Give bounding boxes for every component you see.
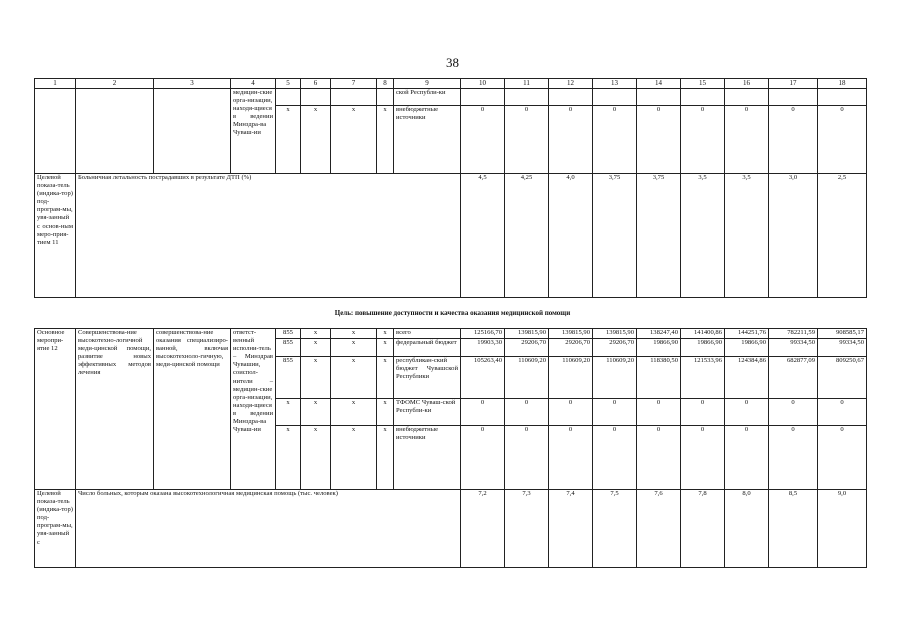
header-cell: 10	[461, 79, 505, 89]
header-cell: 16	[725, 79, 769, 89]
responsible-cell: ответст-венный исполни-тель – Минздрав Чувашии, соиспол-нители – медицин-ские орга-низации, находя-щиеся в ведении Минздра-ва Чуваш-ии	[231, 329, 276, 490]
goal-heading: Цель: повышение доступности и качества оказания медицинской помощи	[334, 309, 571, 317]
header-cell: 15	[681, 79, 725, 89]
header-cell: 17	[769, 79, 818, 89]
event-label: Основное меропри-ятие 12	[35, 329, 76, 490]
table-row: x x x x внебюджетные источники 0 0 0 0 0 0 0 0 0	[35, 106, 867, 174]
header-cell: 12	[549, 79, 593, 89]
header-cell: 11	[505, 79, 549, 89]
table-row: 855 x x x республикан-ский бюджет Чувашской Республики 105263,40 110609,20 110609,20 110609,20 118380,50 121533,96 124384,86 682877,09 809250,67	[35, 357, 867, 399]
budget-table-part2	[34, 328, 867, 568]
source-cell: всего	[394, 329, 461, 339]
page-number: 38	[446, 55, 459, 70]
header-cell: 1	[35, 79, 76, 89]
indicator-row: Целевой показа-тель (индика-тор) под-програм-мы, увя-занный с основ-ным меро-прия-тием 11 Больничная летальность пострадавших в результате ДТП (%) 4,5 4,25 4,0 3,75 3,75 3,5 3,5 3,0 2,5	[35, 174, 867, 298]
header-cell: 4	[231, 79, 276, 89]
header-cell: 8	[377, 79, 394, 89]
indicator-label: Целевой показа-тель (индика-тор) под-програм-мы, увя-занный с	[35, 490, 76, 568]
table-row: 855 x x x федеральный бюджет 19903,30 29206,70 29206,70 29206,70 19866,90 19866,90 19866,90 99334,50 99334,50	[35, 339, 867, 357]
source-cell: республикан-ский бюджет Чувашской Республики	[394, 357, 461, 399]
source-cell: внебюджетные источники	[394, 106, 461, 174]
header-cell: 7	[331, 79, 377, 89]
table-row: x x x x внебюджетные источники 0 0 0 0 0 0 0 0 0	[35, 426, 867, 490]
column-number-row	[35, 79, 867, 89]
indicator-text: Больничная летальность пострадавших в результате ДТП (%)	[76, 174, 461, 298]
table-row: x x x x ТФОМС Чуваш-ской Республи-ки 0 0 0 0 0 0 0 0 0	[35, 399, 867, 426]
table-row: Основное меропри-ятие 12 Совершенствова-ние высокотехно-логичной меди-цинской помощи, развитие новых эффективных методов лечения совершенствова-ние оказания специализиро-ванной, включая высокотехноло-гичную, меди-цинской помощи ответст-венный исполни-тель – Минздрав Чувашии, соиспол-нители – медицин-ские орга-низации, находя-щиеся в ведении Минздра-ва Чуваш-ии 855 x x x всего 125166,70 139815,90 139815,90 139815,90 138247,40 141400,86 144251,76 782211,59 908585,17	[35, 329, 867, 339]
source-cell: федеральный бюджет	[394, 339, 461, 357]
event-description: совершенствова-ние оказания специализиро-ванной, включая высокотехноло-гичную, меди-цинской помощи	[154, 329, 231, 490]
table-row	[35, 89, 867, 106]
responsible-cell: медицин-ские орга-низации, находя-щиеся в ведении Минздра-ва Чуваш-ии	[231, 89, 276, 174]
indicator-label: Целевой показа-тель (индика-тор) под-програм-мы, увя-занный с основ-ным меро-прия-тием 11	[35, 174, 76, 298]
indicator-text: Число больных, которым оказана высокотехнологичная медицинская помощь (тыс. человек)	[76, 490, 461, 568]
header-cell: 6	[301, 79, 331, 89]
header-cell: 3	[154, 79, 231, 89]
source-cell: ТФОМС Чуваш-ской Республи-ки	[394, 399, 461, 426]
event-title: Совершенствова-ние высокотехно-логичной меди-цинской помощи, развитие новых эффективных методов лечения	[76, 329, 154, 490]
budget-table-part1	[34, 78, 867, 298]
header-cell: 14	[637, 79, 681, 89]
header-cell: 5	[276, 79, 301, 89]
header-cell: 9	[394, 79, 461, 89]
header-cell: 2	[76, 79, 154, 89]
source-cell: внебюджетные источники	[394, 426, 461, 490]
header-cell: 13	[593, 79, 637, 89]
header-cell: 18	[818, 79, 867, 89]
source-cell: ской Республи-ки	[394, 89, 461, 106]
indicator-row: Целевой показа-тель (индика-тор) под-програм-мы, увя-занный с Число больных, которым оказана высокотехнологичная медицинская помощь (тыс. человек) 7,2 7,3 7,4 7,5 7,6 7,8 8,0 8,5 9,0	[35, 490, 867, 568]
